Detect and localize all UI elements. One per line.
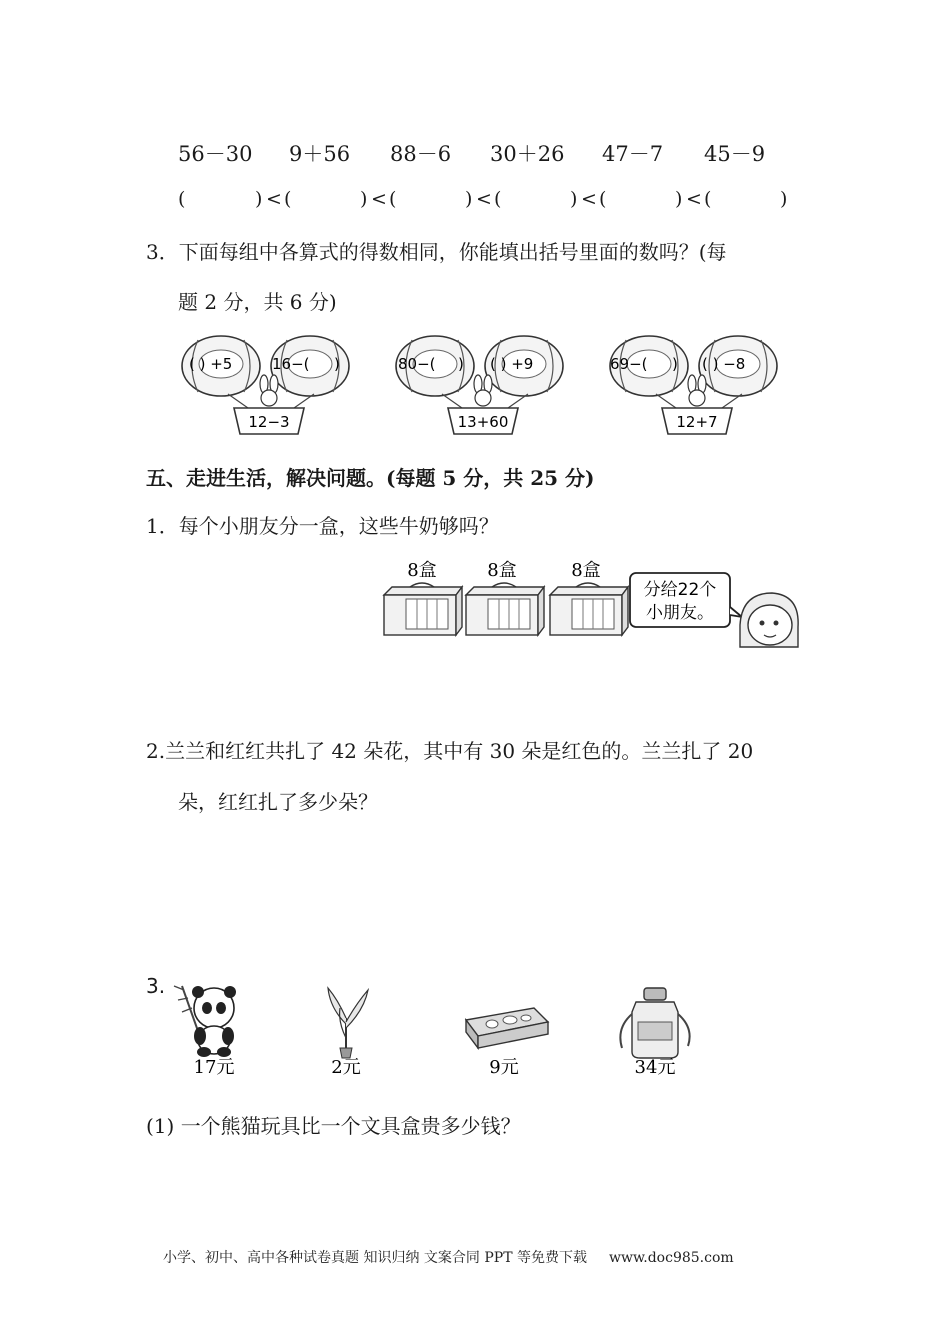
less-than-5: < [686,188,702,210]
milk-box-3-icon [550,583,628,635]
water-bottle-icon [620,988,689,1058]
balloon-3-left-expr: 69−( [610,355,648,373]
answer-paren-close-3: ) [465,188,473,210]
pencil-box-icon [466,1008,548,1048]
answer-paren-open-2: ( [284,188,292,210]
answer-paren-close-1: ) [255,188,263,210]
problem-2-line2: 朵，红红扎了多少朵？ [178,790,378,814]
balloon-group-1 [182,336,349,434]
price-items [170,978,710,1080]
expression-4: 30＋26 [490,142,565,166]
speech-bubble-line1: 分给22个 [643,580,717,600]
milk-box-2-label: 8盒 [487,560,517,581]
balloon-2-right-expr: ( ) +9 [490,355,534,373]
milk-box-2-icon [466,583,544,635]
speech-bubble-line2: 小朋友。 [646,603,714,623]
expression-6: 45－9 [704,142,766,166]
footer-text: 小学、初中、高中各种试卷真题 知识归纳 文案合同 PPT 等免费下载 [163,1250,587,1266]
answer-paren-open-1: ( [178,188,186,210]
less-than-4: < [581,188,597,210]
question-3-text-line2: 题 2 分，共 6 分) [178,290,337,314]
answer-paren-open-6: ( [704,188,712,210]
problem-3-number: 3. [146,974,166,998]
answer-paren-close-5: ) [675,188,683,210]
panda-price: 17元 [193,1057,235,1078]
bunny-icon [260,375,278,406]
balloon-3-basket-expr: 12+7 [676,413,718,431]
expression-2: 9＋56 [289,142,351,166]
milk-box-3-label: 8盒 [571,560,601,581]
milk-boxes-illustration [380,555,820,655]
answer-paren-close-2: ) [360,188,368,210]
problem-2-line1: 2.兰兰和红红共扎了 42 朵花，其中有 30 朵是红色的。兰兰扎了 20 [146,739,754,763]
panda-toy-icon [174,986,236,1057]
balloon-2-basket-expr: 13+60 [457,413,509,431]
question-3-text-line1: 3．下面每组中各算式的得数相同，你能填出括号里面的数吗？(每 [146,240,727,264]
balloon-1-basket-expr: 12−3 [248,413,290,431]
balloon-group-3 [610,336,777,434]
answer-paren-close-4: ) [570,188,578,210]
less-than-2: < [371,188,387,210]
answer-paren-close-6: ) [780,188,788,210]
footer [163,1247,734,1267]
balloon-3-right-expr: ( ) −8 [702,355,746,373]
section-5-heading: 五、走进生活，解决问题。(每题 5 分，共 25 分) [146,466,595,490]
footer-site-link[interactable]: www.doc985.com [608,1250,734,1266]
balloon-1-left-expr: ( ) +5 [189,355,233,373]
answer-paren-open-4: ( [494,188,502,210]
balloon-2-left-close: ) [458,355,464,373]
milk-box-1-icon [384,583,462,635]
plant-price: 2元 [331,1057,361,1078]
balloon-1-right-expr: 16−( [272,355,310,373]
expression-5: 47－7 [602,142,664,166]
balloon-1-right-close: ) [334,355,340,373]
girl-icon [740,593,798,647]
less-than-3: < [476,188,492,210]
balloon-group-2 [396,336,563,434]
answer-paren-open-5: ( [599,188,607,210]
milk-box-1-label: 8盒 [407,560,437,581]
answer-paren-open-3: ( [389,188,397,210]
problem-1-text: 1．每个小朋友分一盒，这些牛奶够吗？ [146,514,499,538]
less-than-1: < [266,188,282,210]
problem-3-sub1: (1) 一个熊猫玩具比一个文具盒贵多少钱？ [146,1114,521,1138]
pencil-box-price: 9元 [489,1057,519,1078]
balloon-3-left-close: ) [672,355,678,373]
plant-icon [328,988,368,1058]
expression-1: 56－30 [178,142,253,166]
balloon-groups [176,330,800,442]
water-bottle-price: 34元 [634,1057,676,1078]
bunny-icon [688,375,706,406]
balloon-2-left-expr: 80−( [398,355,436,373]
bunny-icon [474,375,492,406]
expression-3: 88－6 [390,142,452,166]
